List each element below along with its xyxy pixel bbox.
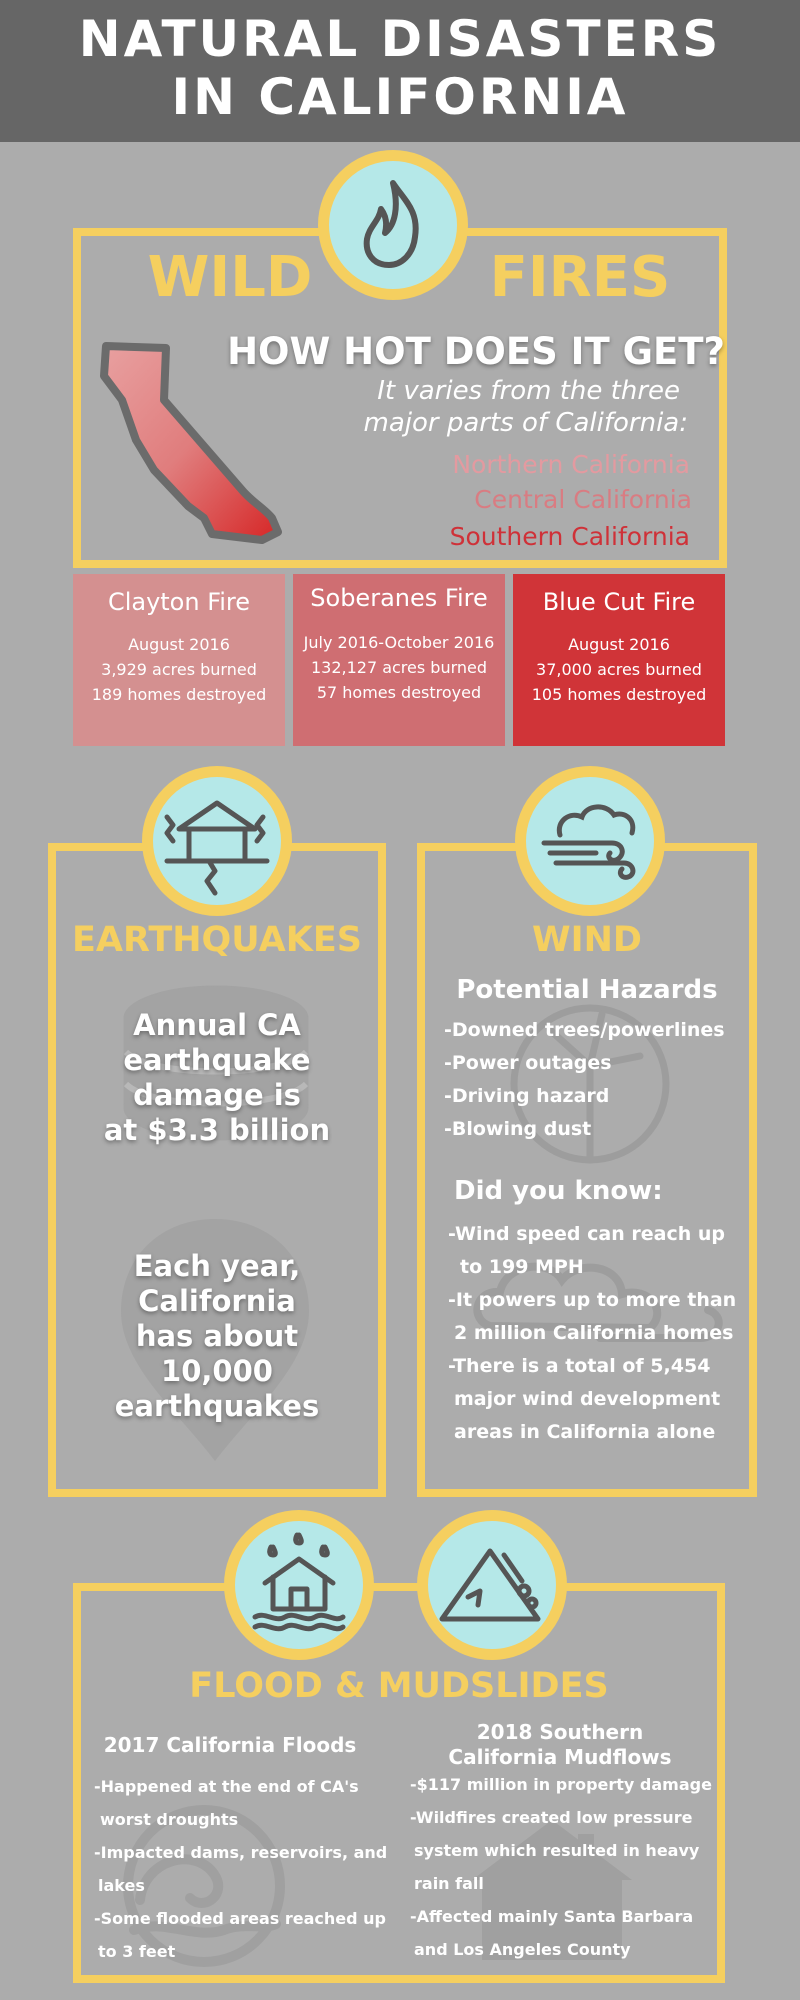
wind-icon [526, 777, 654, 905]
region-northern: Northern California [452, 450, 690, 479]
wind-fact-line: -Wind speed can reach up [448, 1223, 725, 1245]
wildfires-title-left: WILD [147, 245, 313, 310]
earthquakes-title: EARTHQUAKES [72, 920, 362, 960]
header-banner [0, 0, 800, 142]
earthquake-icon-circle [142, 766, 292, 916]
floods-right-list [410, 1768, 712, 1966]
fire-acres: 37,000 acres burned [536, 660, 702, 679]
fire-card-clayton [73, 574, 285, 746]
damage-line: damage is [133, 1078, 301, 1112]
flood-item-line: -Some flooded areas reached up [94, 1909, 386, 1928]
earthquake-count-text [70, 1249, 364, 1424]
wildfires-question: HOW HOT DOES IT GET? [227, 330, 725, 373]
wind-fact-line: -There is a total of 5,454 [448, 1355, 711, 1377]
fire-acres: 132,127 acres burned [310, 658, 488, 677]
wind-title: WIND [532, 920, 642, 960]
flood-item-line: -Impacted dams, reservoirs, and [94, 1843, 388, 1862]
page-title-line2: IN CALIFORNIA [171, 68, 629, 126]
mudflows-heading-line2: California Mudflows [448, 1745, 672, 1769]
mudflow-item-line: -$117 million in property damage [410, 1775, 712, 1794]
fire-date: August 2016 [128, 635, 230, 654]
floods-left-heading: 2017 California Floods [103, 1733, 357, 1757]
floods-right-heading [410, 1720, 710, 1770]
wind-fact-line: -It powers up to more than [448, 1289, 737, 1311]
mudslide-icon-circle [417, 1510, 567, 1660]
fire-card-blue-cut [513, 574, 725, 746]
wind-hazard-item: -Driving hazard [444, 1085, 610, 1107]
wind-facts-list [448, 1218, 736, 1449]
region-southern: Southern California [449, 522, 690, 551]
mudflow-item-line: rain fall [414, 1874, 484, 1893]
count-line: has about [135, 1319, 299, 1353]
fire-name: Soberanes Fire [310, 584, 488, 612]
damage-line: at $3.3 billion [103, 1113, 331, 1147]
wind-hazards-heading: Potential Hazards [456, 975, 718, 1005]
flood-item-line: lakes [98, 1876, 145, 1895]
fire-name: Blue Cut Fire [542, 588, 696, 616]
mudflow-item-line: system which resulted in heavy [414, 1841, 700, 1860]
flood-item-line: to 3 feet [98, 1942, 176, 1961]
wind-fact-line: major wind development [454, 1388, 721, 1410]
floods-title: FLOOD & MUDSLIDES [189, 1666, 609, 1706]
count-line: California [138, 1284, 296, 1318]
wind-fact-line: areas in California alone [454, 1421, 716, 1443]
count-line: earthquakes [114, 1389, 320, 1423]
count-line: 10,000 [161, 1354, 273, 1388]
floods-left-list [94, 1770, 387, 1968]
wind-hazard-item: -Downed trees/powerlines [444, 1019, 725, 1041]
earthquake-house-icon [153, 777, 281, 905]
region-central: Central California [474, 485, 692, 514]
fire-date: August 2016 [568, 635, 670, 654]
fire-homes: 189 homes destroyed [91, 685, 267, 704]
fire-homes: 105 homes destroyed [531, 685, 707, 704]
wind-hazard-item: -Power outages [444, 1052, 612, 1074]
earthquake-damage-text [70, 1008, 364, 1148]
flood-icon-circle [224, 1510, 374, 1660]
fire-card-soberanes [293, 574, 505, 746]
page-title-line1: NATURAL DISASTERS [78, 10, 722, 68]
damage-line: earthquake [123, 1043, 311, 1077]
flood-item-line: worst droughts [100, 1810, 239, 1829]
wildfire-icon-circle [318, 150, 468, 300]
mudflow-item-line: -Affected mainly Santa Barbara [410, 1907, 694, 1926]
flood-item-line: -Happened at the end of CA's [94, 1777, 359, 1796]
wildfires-intro-line1: It varies from the three [377, 376, 680, 406]
wildfires-title-right: FIRES [489, 245, 671, 310]
wind-fact-line: 2 million California homes [454, 1322, 734, 1344]
wildfires-intro-line2: major parts of California: [363, 408, 688, 438]
fire-homes: 57 homes destroyed [316, 683, 482, 702]
damage-line: Annual CA [133, 1008, 301, 1042]
mudflow-item-line: and Los Angeles County [414, 1940, 631, 1959]
wind-hazards-list [444, 1014, 725, 1146]
fire-name: Clayton Fire [107, 588, 251, 616]
flame-icon [329, 161, 457, 289]
mudflow-item-line: -Wildfires created low pressure [410, 1808, 693, 1827]
wind-icon-circle [515, 766, 665, 916]
wind-fact-line: to 199 MPH [460, 1256, 584, 1278]
flood-house-icon [235, 1521, 363, 1649]
landslide-icon [428, 1521, 556, 1649]
fire-acres: 3,929 acres burned [101, 660, 257, 679]
count-line: Each year, [133, 1249, 301, 1283]
wind-hazard-item: -Blowing dust [444, 1118, 592, 1140]
mudflows-heading-line1: 2018 Southern [476, 1720, 644, 1744]
fire-date: July 2016-October 2016 [303, 633, 495, 652]
wind-facts-heading: Did you know: [454, 1176, 663, 1206]
